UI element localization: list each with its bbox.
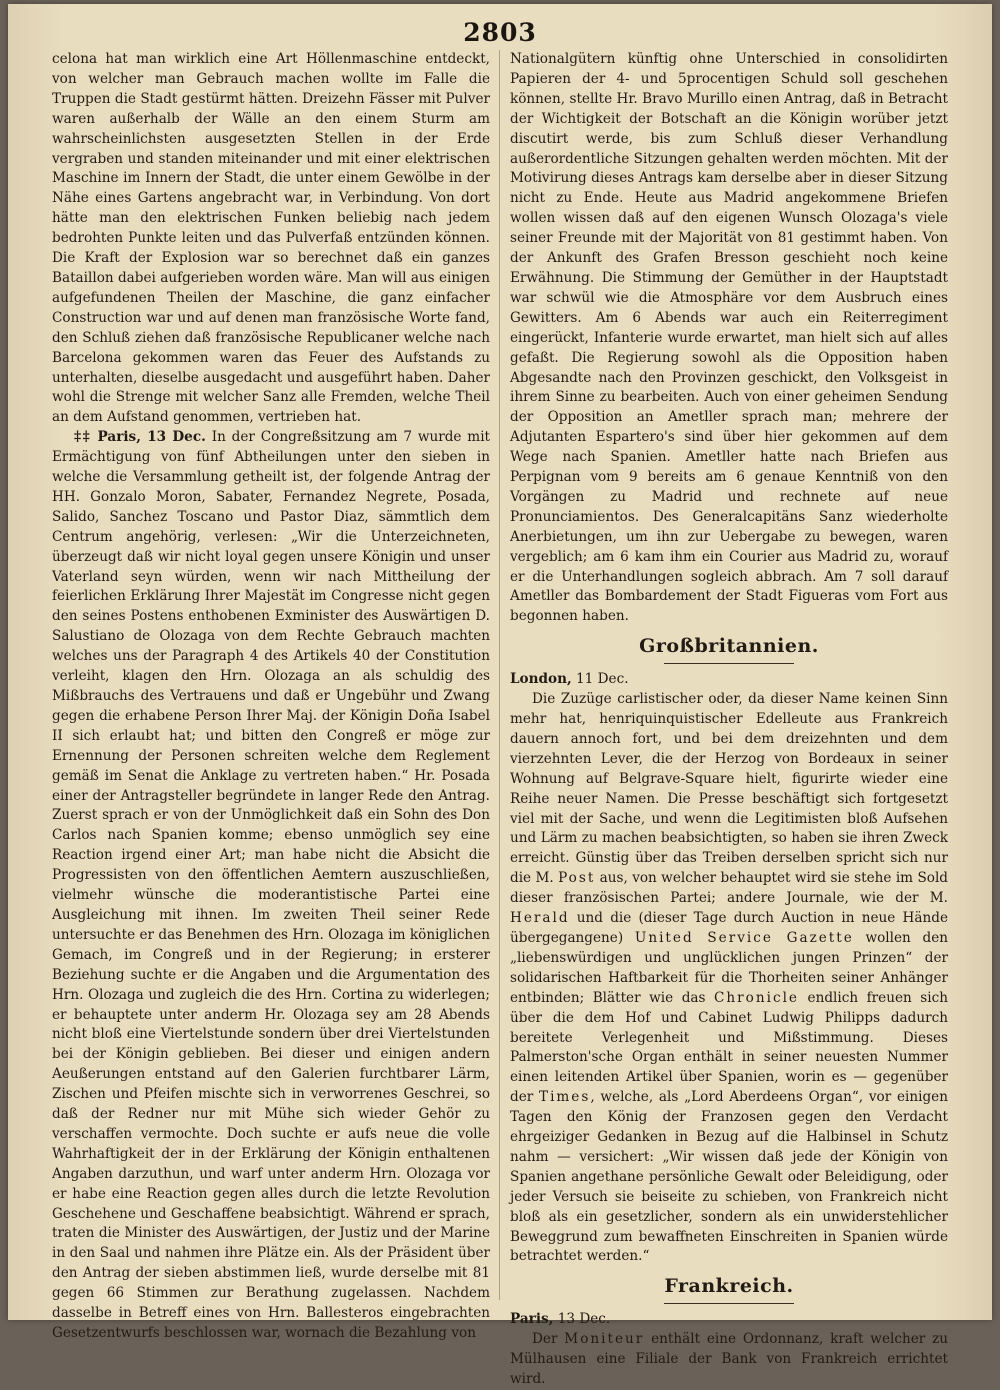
- section-heading-france: Frankreich.: [664, 1275, 794, 1298]
- page-number: 2803: [463, 18, 537, 47]
- london-dateline: London,: [510, 671, 572, 688]
- london-text-3: und die (dieser Tage durch Auction in neue Hände übergegangene): [510, 910, 948, 946]
- heading-rule: [664, 663, 794, 664]
- times-label: Times: [539, 1089, 591, 1106]
- united-service-gazette-label: United Service Gazette: [634, 929, 854, 946]
- left-column: [52, 50, 490, 1344]
- spain-article-continuation: Nationalgütern künftig ohne Unterschied in consolidirten Papieren der 4- und 5procentigen Schuld soll geschehen können, stellte Hr. Bravo Murillo einen Antrag, daß in Betracht der Wichtigkeit der Botschaft an die Königin worüber jetzt discutirt werde, bis zum Schluß dieser Verhandlung außerordentliche Sitzungen gehalten werden möchten. Mit der Motivirung dieses Antrags kam derselbe aber in dieser Sitzung nicht zu Ende. Heute aus Madrid angekommene Briefen wollen wissen daß auf den eigenen Wunsch Olozaga's viele seiner Freunde mit der Majorität von 81 gestimmt haben. Von der Ankunft des Grafen Bresson geschieht noch keine Erwähnung. Die Stimmung der Gemüther in der Hauptstadt war schwül wie die Atmosphäre vor dem Ausbruch eines Gewitters. Am 6 Abends war auch ein Reiterregiment eingerückt, Infanterie wurde erwartet, man hielt sich auf alles gefaßt. Die Regierung sowohl als die Opposition haben Abgesandte nach den Provinzen geschickt, den Volksgeist in ihrem Sinne zu bearbeiten. Auch von einer geheimen Sendung der Opposition an Ametller sprach man; mehrere der Adjutanten Espartero's sind über hier gekommen auf dem Wege nach Spanien. Ametller hatte nach Briefen aus Perpignan vom 9 bereits am 6 genaue Kenntniß von den Vorgängen zu Madrid und rechnete auf neue Pronunciamientos. Des Generalcapitäns Sanz wiederholte Anerbietungen, um ihn zur Uebergabe zu bewegen, waren vergeblich; am 6 kam ihm ein Courier aus Madrid zu, worauf er die Unterhandlungen sogleich abbrach. Am 7 soll darauf Ametller das Bombardement der Stadt Figueras vom Fort aus begonnen haben.: [510, 51, 948, 625]
- column-divider: [499, 50, 500, 1300]
- london-date: 11 Dec.: [571, 671, 629, 688]
- london-text-6: , welche, als „Lord Aberdeens Organ“, vor einigen Tagen den König der Franzosen gegen den Verdacht ehrgeiziger Gedanken in Bezug auf die Halbinsel in Schutz nahm — versichert: „Wir wissen daß jede der Königin von Spanien angethane persönliche Gewalt oder Beleidigung, oder jeder Versuch sie beiseite zu schieben, von Frankreich nicht bloß als ein gesetzlicher, sondern als ein unwiderstehlicher Beweggrund zum bewaffneten Einschreiten in Spanien würde betrachtet werden.“: [510, 1089, 948, 1265]
- paris-congress-article: [52, 428, 490, 1344]
- paris-congress-text: In der Congreßsitzung am 7 wurde mit Ermächtigung von fünf Abtheilungen unter den sieben in welche die Versammlung getheilt ist, der folgende Antrag der HH. Gonzalo Moron, Sabater, Fernandez Negrete, Posada, Salido, Sanchez Toscano und Pastor Diaz, sämmtlich dem Centrum angehörig, verlesen: „Wir die Unterzeichneten, überzeugt daß wir nicht loyal gegen unsere Königin und unser Vaterland seyn würden, wenn wir nach Mittheilung der feierlichen Erklärung Ihrer Majestät im Congresse nicht gegen den seines Postens enthobenen Exminister des Auswärtigen D. Salustiano de Olozaga von dem Rechte Gebrauch machten welches uns der Paragraph 4 des Artikels 40 der Constitution verleiht, klagen den Hrn. Olozaga an als schuldig des Mißbrauchs des Vertrauens und daß er Ungebühr und Zwang gegen die erhabene Person Ihrer Maj. der Königin Doña Isabel II sich erlaubt hat; und bitten den Congreß er möge zur Ernennung der Personen schreiten welche dem Reglement gemäß im Senat die Anklage zu vertreten haben.“ Hr. Posada einer der Antragsteller begründete in langer Rede den Antrag. Zuerst sprach er von der Unmöglichkeit daß ein Sohn des Don Carlos nach Spanien komme; ebenso unmöglich sey eine Reaction irgend einer Art; man habe nicht die Absicht die Progressisten von den öffentlichen Aemtern auszuschließen, vielmehr wünsche die moderantistische Partei eine Ausgleichung mit ihnen. Im zweiten Theil seiner Rede untersuchte er das Benehmen des Hrn. Olozaga im königlichen Gemach, im Congreß und in der Regierung; in ersterer Beziehung suchte er die Angaben und die Argumentation des Hrn. Olozaga und zugleich die des Hrn. Cortina zu widerlegen; er behauptete unter anderm Hr. Olozaga sey am 28 Abends nicht bloß eine Viertelstunde sondern über drei Viertelstunden bei der Königin geblieben. Bei dieser und einigen andern Aeußerungen entstand auf den Galerien furchtbarer Lärm, Zischen und Pfeifen mischte sich in verworrenes Geschrei, so daß der Redner nur mit Mühe sich wieder Gehör zu verschaffen vermochte. Doch suchte er aufs neue die volle Wahrhaftigkeit der in der Erklärung der Königin enthaltenen Angaben darzuthun, und warf unter anderm Hrn. Olozaga vor er habe eine Reaction gegen alles durch die letzte Revolution Geschehene und Geschaffene beabsichtigt. Während er sprach, traten die Minister des Auswärtigen, der Justiz und der Marine in den Saal und nahmen ihre Plätze ein. Als der Präsident über den Antrag der sieben abstimmen ließ, wurde derselbe mit 81 gegen 66 Stimmen zur Berathung zugelassen. Nachdem dasselbe in Betreff eines von Hrn. Ballesteros eingebrachten Gesetzentwurfs beschlossen war, wornach die Bezahlung von: [52, 429, 491, 1341]
- barcelona-article-continuation: celona hat man wirklich eine Art Höllenmaschine entdeckt, von welcher man Gebrauch machen wollte im Falle die Truppen die Stadt gestürmt hätten. Dreizehn Fässer mit Pulver waren außerhalb der Wälle an den einem Sturm am wahrscheinlichsten ausgesetzten Stellen in der Erde vergraben und standen miteinander und mit einer elektrischen Maschine im Innern der Stadt, die unter einem Gewölbe in der Nähe eines Gartens angebracht war, in Verbindung. Von dort hätte man den elektrischen Funken beliebig nach jedem bedrohten Punkte leiten und das Pulverfaß entzünden können. Die Kraft der Explosion war so berechnet daß ein ganzes Bataillon dabei aufgerieben worden wäre. Man will aus einigen aufgefundenen Theilen der Maschine, die ganz einfacher Construction war und auf denen man französische Worte fand, den Schluß ziehen daß französische Republicaner welche nach Barcelona gekommen waren das Feuer des Aufstands zu unterhalten, dieselbe ausgedacht und ausgeführt haben. Daher wohl die Strenge mit welcher Sanz alle Fremden, welche Theil an dem Aufstand genommen, vertrieben hat.: [52, 51, 490, 426]
- chronicle-label: Chronicle: [714, 989, 799, 1006]
- right-column: [510, 50, 948, 1390]
- heading-rule: [664, 1303, 794, 1304]
- moniteur-text-2: enthält eine Ordonnanz, kraft welcher zu Mülhausen eine Filiale der Bank von Frankreich errichtet wird.: [510, 1331, 949, 1387]
- paris-moniteur-article: [510, 1330, 948, 1390]
- london-text-2: aus, von welcher behauptet wird sie stehe im Sold dieser französischen Partei; andere Journale, wie der M.: [510, 870, 948, 907]
- paris-dateline: ‡‡ Paris, 13 Dec.: [74, 429, 206, 446]
- london-text-5: endlich freuen sich über die dem Hof und Cabinet Ludwig Philipps dadurch bereitete Verlegenheit und Mißstimmung. Dieses Palmerston'sche Organ enthält in seiner neuesten Nummer einen leitenden Artikel über Spanien, worin es — gegenüber der: [510, 989, 948, 1106]
- paris-dateline-2: Paris,: [510, 1311, 554, 1328]
- paris-dateline-line: [510, 1310, 948, 1330]
- london-dateline-line: [510, 670, 948, 690]
- post-label: Post: [558, 870, 596, 887]
- paris-date-2: 13 Dec.: [553, 1311, 611, 1328]
- london-text-4: wollen den „liebenswürdigen und unglücklichen jungen Prinzen“ der solidarischen Haftbarkeit für die Thorheiten seiner Anhänger entbinden; Blätter wie das: [510, 929, 948, 1006]
- moniteur-text-1: Der: [532, 1331, 565, 1348]
- moniteur-label: Moniteur: [564, 1331, 645, 1348]
- london-article: [510, 690, 948, 1267]
- section-heading-great-britain: Großbritannien.: [639, 635, 819, 658]
- herald-label: Herald: [510, 910, 570, 927]
- newspaper-page: [8, 4, 992, 1387]
- london-text-1: Die Zuzüge carlistischer oder, da dieser Name keinen Sinn mehr hat, henriquinquistischer Edelleute aus Frankreich dauern annoch fort, und bei dem dreizehnten und dem vierzehnten Lever, die der Herzog von Bordeaux in seiner Wohnung auf Belgrave-Square hielt, figurirte wieder eine Reihe neuer Namen. Die Presse beschäftigt sich fortgesetzt viel mit der Sache, und wenn die Legitimisten bloß Aufsehen und Lärm zu machen beabsichtigten, so haben sie ihren Zweck erreicht. Günstig über das Treiben derselben spricht sich nur die M.: [510, 691, 948, 887]
